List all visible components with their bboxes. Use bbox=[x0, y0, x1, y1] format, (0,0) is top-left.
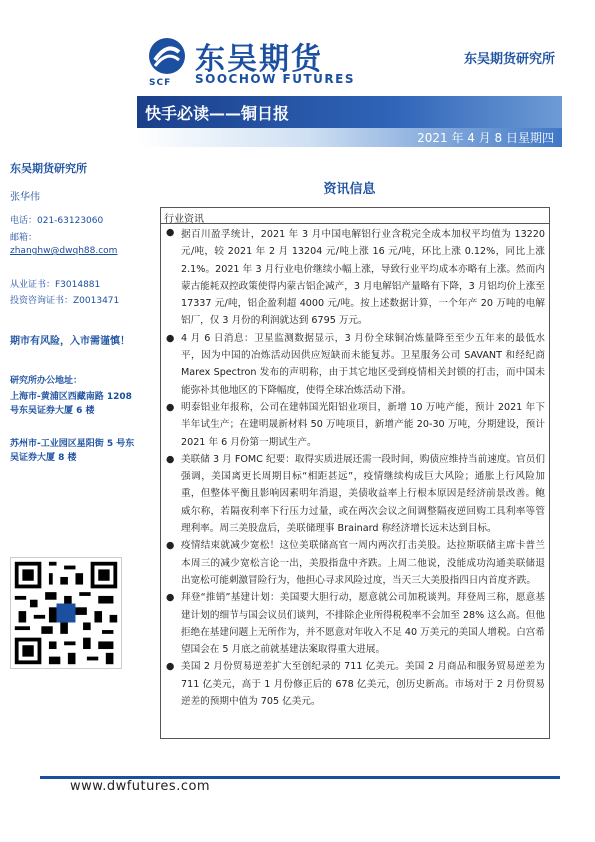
qr-code-icon bbox=[10, 557, 122, 669]
office-address-label: 研究所办公地址： bbox=[10, 376, 83, 386]
email-link[interactable]: zhanghw@dwqh88.com bbox=[10, 246, 118, 256]
news-text: 美国 2 月份贸易逆差扩大至创纪录的 711 亿美元。美国 2 月商品和服务贸易逆差为 711 亿美元，高于 1 月份修正后的 678 亿美元，创历史新高。市场对于 2 月份贸易逆差的预期中值为 705 亿美元。 bbox=[181, 661, 545, 708]
bullet-icon: ● bbox=[166, 540, 175, 552]
logo-abbr: SCF bbox=[149, 78, 172, 88]
bullet-icon: ● bbox=[166, 592, 175, 604]
bullet-icon: ● bbox=[166, 332, 175, 344]
shanghai-address: 上海市-黄浦区西藏南路 1208 号东吴证券大厦 6 楼 bbox=[10, 392, 132, 416]
email-label: 邮箱： bbox=[10, 233, 38, 243]
news-text: 据百川盈孚统计，2021 年 3 月中国电解铝行业含税完全成本加权平均值为 13220 元/吨，较 2021 年 2 月 13204 元/吨上涨 16 元/吨，环比上涨 0.12%，同比上涨 2.1%。2021 年 3 月行业电价继续小幅上涨，导致行业平均成本亦略有上涨。然而内蒙古能耗双控政策使得内蒙古铝企减产，3 月电解铝产量略有下降，3 月铝均价上涨至 17337 元/吨，铝企盈利超 4000 元/吨。按上述数据计算，一个年产 20 万吨的电解铝厂，仅 3 月份的利润就达到 6795 万元。 bbox=[181, 229, 545, 327]
list-item bbox=[161, 224, 549, 330]
list-item bbox=[161, 589, 549, 658]
report-date: 2021 年 4 月 8 日星期四 bbox=[417, 131, 554, 145]
sidebar-org: 东吴期货研究所 bbox=[10, 162, 87, 175]
consult-license: 投资咨询证书：Z0013471 bbox=[10, 296, 120, 306]
suzhou-address: 苏州市-工业园区星阳街 5 号东吴证券大厦 8 楼 bbox=[10, 439, 135, 463]
header-org-name: 东吴期货研究所 bbox=[463, 52, 555, 67]
footer-website-link[interactable]: www.dwfutures.com bbox=[70, 779, 211, 794]
news-text: 4 月 6 日消息：卫星监测数据显示，3 月份全球铜冶炼量降至至少五年来的最低水平，因为中国的冶炼活动因供应短缺而未能复苏。卫星服务公司 SAVANT 和经纪商 Marex Spectron 发布的声明称，由于其它地区受到疫情相关封锁的打击，而中国未能弥补其他地区的下降幅度，使得全球冶炼活动下滑。 bbox=[181, 332, 545, 396]
news-text: 美联储 3 月 FOMC 纪要：取得实质进展还需一段时间，购债应维持当前速度。官员们强调，美国离更长周期目标“相距甚远”，疫情继续构成巨大风险；通胀上行风险加重，但整体平衡且影响因素明年消退，美债收益率上行根本原因是经济前景改善。鲍威尔称，若隔夜利率下行压力过量，或在两次会议之间调整隔夜逆回购工具利率等管理利率。周三美股盘后，美联储理事 Brainard 称经济增长远未达到目标。 bbox=[181, 453, 545, 535]
company-logo bbox=[147, 34, 367, 90]
logo-english-name: SOOCHOW FUTURES bbox=[195, 72, 355, 86]
news-box-title: 行业资讯 bbox=[161, 208, 549, 224]
news-text: 拜登“推销”基建计划：美国要大胆行动，愿意就公司加税谈判。拜登周三称，愿意基建计划的细节与国会议员们谈判，不排除企业所得税税率不会加至 28% 这么高。但他拒绝在基建问题上无所作为，并不愿意对年收入不足 40 万美元的美国人增税。白宫希望国会在 5 月底之前就基建法案取得重大进展。 bbox=[181, 592, 545, 656]
list-item bbox=[161, 658, 549, 710]
scf-logo-icon bbox=[147, 36, 187, 76]
list-item bbox=[161, 537, 549, 589]
list-item bbox=[161, 399, 549, 451]
report-title-bar bbox=[137, 96, 562, 128]
analyst-name: 张华伟 bbox=[10, 192, 40, 203]
bullet-icon: ● bbox=[166, 453, 175, 465]
bullet-icon: ● bbox=[166, 661, 175, 673]
logo-chinese-name: 东吴期货 bbox=[195, 42, 323, 77]
list-item bbox=[161, 330, 549, 399]
news-text: 疫情结束就减少宽松！这位美联储高官一周内两次打击美股。达拉斯联储主席卡普兰本周三的减少宽松言论一出，美股指盘中齐跌。上周二他说，没能成功沟通美联储退出宽松可能刺激冒险行为，他担心寻求风险过度，当天三大美股指四日内首度齐跌。 bbox=[181, 540, 545, 586]
bullet-icon: ● bbox=[166, 401, 175, 413]
section-title: 资讯信息 bbox=[323, 182, 376, 197]
phone: 电话：021-63123060 bbox=[10, 216, 104, 226]
date-bar bbox=[137, 128, 562, 147]
industry-news-box bbox=[160, 207, 550, 739]
report-title: 快手必读——铜日报 bbox=[145, 104, 290, 123]
bullet-icon: ● bbox=[166, 227, 175, 238]
list-item bbox=[161, 451, 549, 537]
risk-warning: 期市有风险，入市需谨慎！ bbox=[10, 336, 130, 347]
license-number: 从业证书：F3014881 bbox=[10, 280, 101, 290]
news-text: 明泰铝业年报称，公司在建韩国光阳铝业项目，新增 10 万吨产能，预计 2021 年下半年试生产；在建明晟新材料 50 万吨项目，新增产能 20-30 万吨，分期建设，预计 2021 年 6 月份第一期试生产。 bbox=[181, 401, 545, 448]
